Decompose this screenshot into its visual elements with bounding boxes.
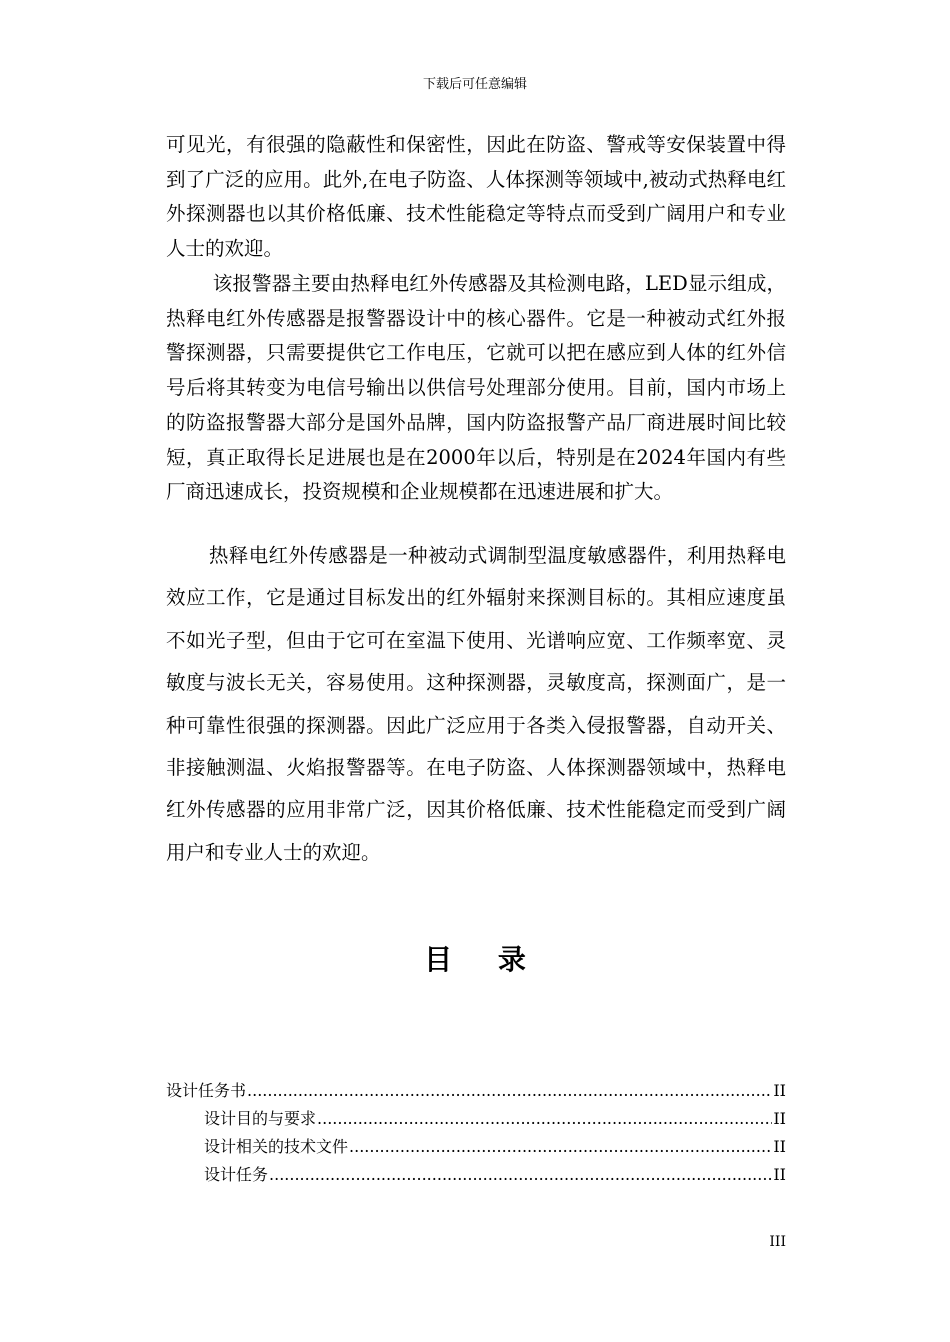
toc-entry-label: 设计目的与要求 [204, 1109, 317, 1128]
toc-entry-design-task-book[interactable] [166, 1077, 786, 1105]
toc-entry-page: II [773, 1081, 786, 1100]
toc-entry-label: 设计相关的技术文件 [204, 1137, 349, 1156]
toc-entry-label: 设计任务 [204, 1165, 269, 1184]
toc-dot-leader [349, 1133, 772, 1161]
toc-entry-page: II [773, 1137, 786, 1156]
toc-entry-design-task[interactable] [166, 1161, 786, 1189]
toc-dot-leader [269, 1161, 772, 1189]
toc-entry-page: II [773, 1109, 786, 1128]
toc-title: 目 录 [424, 943, 544, 976]
toc-entry-design-purpose[interactable] [166, 1105, 786, 1133]
body-paragraph-1: 可见光，有很强的隐蔽性和保密性，因此在防盗、警戒等安保装置中得到了广泛的应用。此外,在电子防盗、人体探测等领域中,被动式热释电红外探测器也以其价格低廉、技术性能稳定等特点而受到广阔用户和专业人士的欢迎。 [166, 133, 786, 261]
toc-entry-page: II [773, 1165, 786, 1184]
page-header: 下载后可任意编辑 [422, 77, 527, 92]
body-paragraph-2: 该报警器主要由热释电红外传感器及其检测电路，LED显示组成，热释电红外传感器是报警器设计中的核心器件。它是一种被动式红外报警探测器，只需要提供它工作电压，它就可以把在感应到人体的红外信号后将其转变为电信号输出以供信号处理部分使用。目前，国内市场上的防盗报警器大部分是国外品牌，国内防盗报警产品厂商进展时间比较短，真正取得长足进展也是在2000年以后，特别是在2024年国内有些厂商迅速成长，投资规模和企业规模都在迅速进展和扩大。 [166, 272, 786, 504]
toc-dot-leader [317, 1105, 772, 1133]
body-paragraph-3: 热释电红外传感器是一种被动式调制型温度敏感器件，利用热释电效应工作，它是通过目标发出的红外辐射来探测目标的。其相应速度虽不如光子型，但由于它可在室温下使用、光谱响应宽、工作频率宽、灵敏度与波长无关，容易使用。这种探测器，灵敏度高，探测面广，是一种可靠性很强的探测器。因此广泛应用于各类入侵报警器，自动开关、非接触测温、火焰报警器等。在电子防盗、人体探测器领域中，热释电红外传感器的应用非常广泛，因其价格低廉、技术性能稳定而受到广阔用户和专业人士的欢迎。 [166, 544, 786, 864]
toc-dot-leader [247, 1077, 772, 1105]
toc-entry-technical-documents[interactable] [166, 1133, 786, 1161]
table-of-contents [166, 1077, 786, 1189]
toc-entry-label: 设计任务书 [166, 1081, 247, 1100]
page-number: III [769, 1234, 786, 1250]
